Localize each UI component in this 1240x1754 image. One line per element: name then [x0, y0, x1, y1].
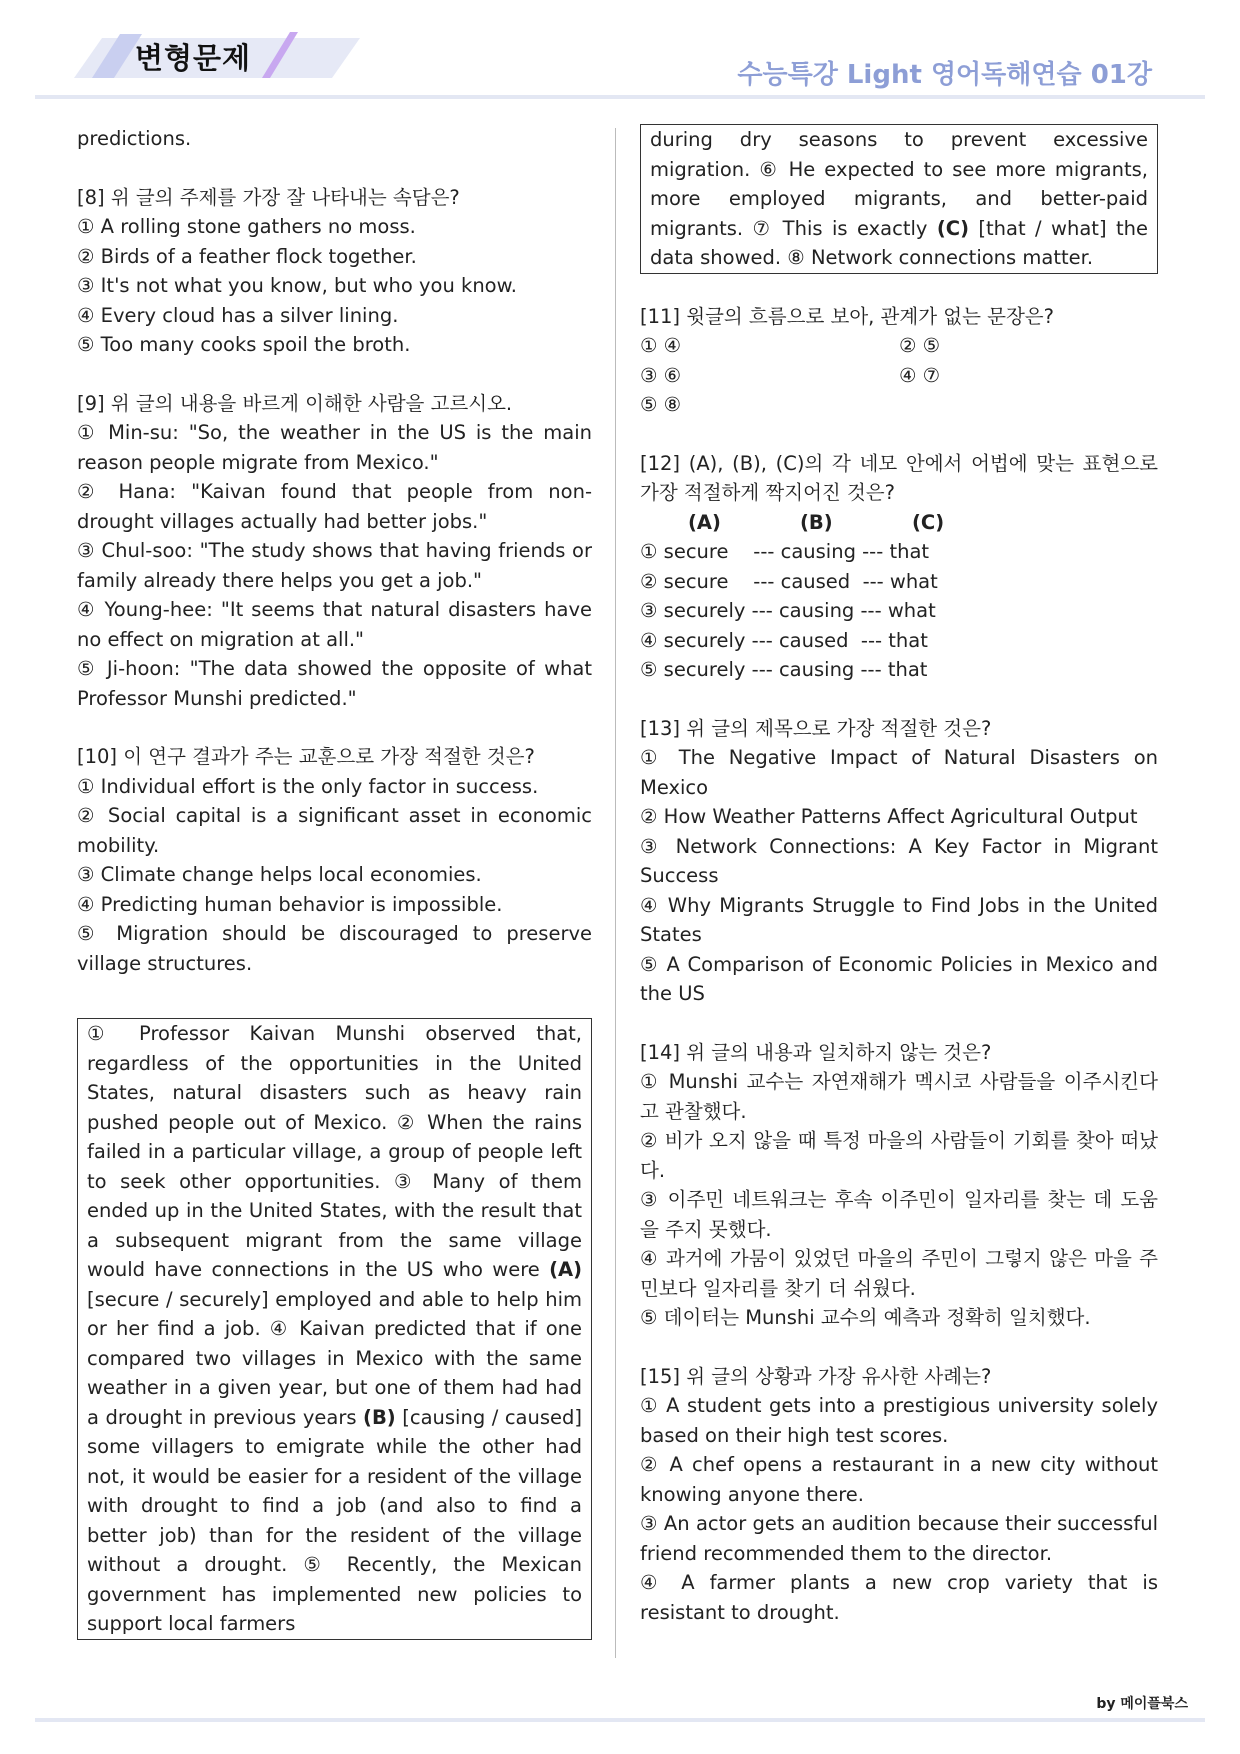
question-stem: [15] 위 글의 상황과 가장 유사한 사례는? — [640, 1364, 992, 1388]
answer-option[interactable]: ② ⑤ — [899, 334, 941, 357]
answer-option[interactable]: ① Min-su: "So, the weather in the US is the main reason people migrate from Mexico." — [77, 421, 592, 474]
answer-option[interactable]: ④ Young-hee: "It seems that natural disasters have no effect on migration at all." — [77, 598, 592, 651]
question-13 — [640, 714, 1158, 1009]
passage-segment: [causing / caused] some villagers to emigrate while the other had not, it would be easier for a resident of the village with drought to find a job (and also to find a better job) than for the resident of the village without a drought. ⑤ Recently, the Mexican government has implemented new policies to support local farmers — [87, 1405, 582, 1635]
answer-option[interactable]: ① Munshi 교수는 자연재해가 멕시코 사람들을 이주시킨다고 관찰했다. — [640, 1070, 1158, 1123]
answer-option[interactable]: ① A rolling stone gathers no moss. — [77, 215, 416, 238]
answer-option[interactable]: ② Hana: "Kaivan found that people from non-drought villages actually had better jobs." — [77, 480, 592, 533]
answer-option[interactable]: ⑤ A Comparison of Economic Policies in Mexico and the US — [640, 952, 1158, 1005]
answer-option[interactable]: ① A student gets into a prestigious university solely based on their high test scores. — [640, 1394, 1158, 1447]
passage-box — [77, 1018, 592, 1640]
answer-option[interactable]: ④ A farmer plants a new crop variety that is resistant to drought. — [640, 1571, 1158, 1624]
column-header-b: (B) — [800, 510, 833, 534]
passage-box-continued — [640, 124, 1158, 274]
blank-marker-c: (C) — [936, 216, 969, 240]
answer-option[interactable]: ③ It's not what you know, but who you know. — [77, 274, 517, 297]
question-10 — [77, 742, 592, 978]
answer-option[interactable]: ④ 과거에 가뭄이 있었던 마을의 주민이 그렇지 않은 마을 주민보다 일자리를 찾기 더 쉬웠다. — [640, 1247, 1158, 1300]
answer-option[interactable]: ⑤ Ji-hoon: "The data showed the opposite of what Professor Munshi predicted." — [77, 657, 592, 710]
column-divider — [615, 128, 616, 1658]
answer-option[interactable]: ④ Predicting human behavior is impossible. — [77, 892, 503, 916]
header-badge: 변형문제 — [135, 41, 252, 75]
answer-option[interactable]: ⑤ securely --- causing --- that — [640, 658, 928, 681]
answer-option[interactable]: ④ securely --- caused --- that — [640, 628, 928, 652]
left-column — [77, 124, 592, 1640]
question-12 — [640, 449, 1158, 685]
answer-option[interactable]: ② 비가 오지 않을 때 특정 마을의 사람들이 기회를 찾아 떠났다. — [640, 1129, 1158, 1182]
blank-marker-a: (A) — [549, 1258, 582, 1281]
question-stem: [13] 위 글의 제목으로 가장 적절한 것은? — [640, 716, 992, 740]
answer-option[interactable]: ③ Chul-soo: "The study shows that having friends or family already there helps you get a job." — [77, 539, 592, 592]
answer-option[interactable]: ③ securely --- causing --- what — [640, 599, 936, 622]
answer-option[interactable]: ⑤ Too many cooks spoil the broth. — [77, 333, 411, 356]
passage-text — [87, 1019, 582, 1639]
header-course-title: 수능특강 Light 영어독해연습 01강 — [737, 60, 1152, 90]
question-stem: [11] 윗글의 흐름으로 보아, 관계가 없는 문장은? — [640, 304, 1054, 328]
answer-option[interactable]: ③ Climate change helps local economies. — [77, 863, 482, 886]
question-9 — [77, 389, 592, 714]
question-11 — [640, 302, 1158, 420]
header-divider — [35, 95, 1205, 99]
answer-option[interactable]: ② Birds of a feather flock together. — [77, 244, 417, 268]
answer-option[interactable]: ① ④ — [640, 334, 682, 357]
passage-segment: during dry seasons to prevent excessive migration. ⑥ He expected to see more migrants, more employed migrants, and better-paid migrants. ⑦ This is exactly — [650, 128, 1148, 240]
footer-credit: by 메이플북스 — [1096, 1696, 1188, 1712]
answer-option[interactable]: ④ Every cloud has a silver lining. — [77, 303, 399, 327]
answer-option[interactable]: ① Individual effort is the only factor in success. — [77, 774, 539, 798]
answer-option[interactable]: ③ ⑥ — [640, 363, 682, 387]
answer-option[interactable]: ① secure --- causing --- that — [640, 540, 930, 563]
column-header-c: (C) — [912, 510, 945, 534]
answer-option[interactable]: ② How Weather Patterns Affect Agricultural Output — [640, 805, 1138, 828]
answer-option[interactable]: ① The Negative Impact of Natural Disasters on Mexico — [640, 746, 1158, 799]
column-header-a: (A) — [688, 510, 721, 534]
answer-option[interactable]: ④ Why Migrants Struggle to Find Jobs in the United States — [640, 893, 1158, 946]
question-14 — [640, 1038, 1158, 1333]
answer-option[interactable]: ⑤ Migration should be discouraged to preserve village structures. — [77, 922, 592, 975]
question-stem: [12] (A), (B), (C)의 각 네모 안에서 어법에 맞는 표현으로 가장 적절하게 짝지어진 것은? — [640, 451, 1158, 504]
answer-option[interactable]: ③ Network Connections: A Key Factor in Migrant Success — [640, 834, 1158, 887]
question-stem: [9] 위 글의 내용을 바르게 이해한 사람을 고르시오. — [77, 391, 513, 415]
passage-text — [650, 125, 1148, 273]
question-stem: [14] 위 글의 내용과 일치하지 않는 것은? — [640, 1040, 992, 1064]
question-stem: [10] 이 연구 결과가 주는 교훈으로 가장 적절한 것은? — [77, 745, 535, 768]
passage-segment: ① Professor Kaivan Munshi observed that, regardless of the opportunities in the United States, natural disasters such as heavy rain pushed people out of Mexico. ② When the rains failed in a particular village, a group of people left to seek other opportunities. ③ Many of them ended up in the United States, with the result that a subsequent migrant from the same village would have connections in the US who were — [87, 1022, 582, 1281]
answer-option[interactable]: ③ An actor gets an audition because their successful friend recommended them to the director. — [640, 1512, 1158, 1565]
answer-option[interactable]: ② A chef opens a restaurant in a new city without knowing anyone there. — [640, 1453, 1158, 1506]
answer-option[interactable]: ② Social capital is a significant asset in economic mobility. — [77, 804, 592, 857]
blank-marker-b: (B) — [363, 1405, 396, 1429]
passage-segment: [secure / securely] employed and able to help him or her find a job. ④ Kaivan predicted that if one compared two villages in Mexico with the same weather in a given year, but one of them had had a drought in previous years — [87, 1287, 582, 1429]
right-column — [640, 124, 1158, 1627]
answer-option[interactable]: ⑤ ⑧ — [640, 393, 682, 416]
answer-option[interactable]: ⑤ 데이터는 Munshi 교수의 예측과 정확히 일치했다. — [640, 1306, 1091, 1329]
answer-option[interactable]: ② secure --- caused --- what — [640, 569, 938, 593]
answer-option[interactable]: ③ 이주민 네트워크는 후속 이주민이 일자리를 찾는 데 도움을 주지 못했다. — [640, 1188, 1158, 1241]
passage-segment: [that / what] the data showed. ⑧ Network connections matter. — [650, 216, 1148, 269]
question-stem: [8] 위 글의 주제를 가장 잘 나타내는 속담은? — [77, 185, 460, 209]
footer-divider — [35, 1718, 1205, 1722]
passage-tail: predictions. — [77, 127, 192, 150]
question-15 — [640, 1362, 1158, 1628]
question-8 — [77, 183, 592, 360]
answer-option[interactable]: ④ ⑦ — [899, 363, 941, 387]
